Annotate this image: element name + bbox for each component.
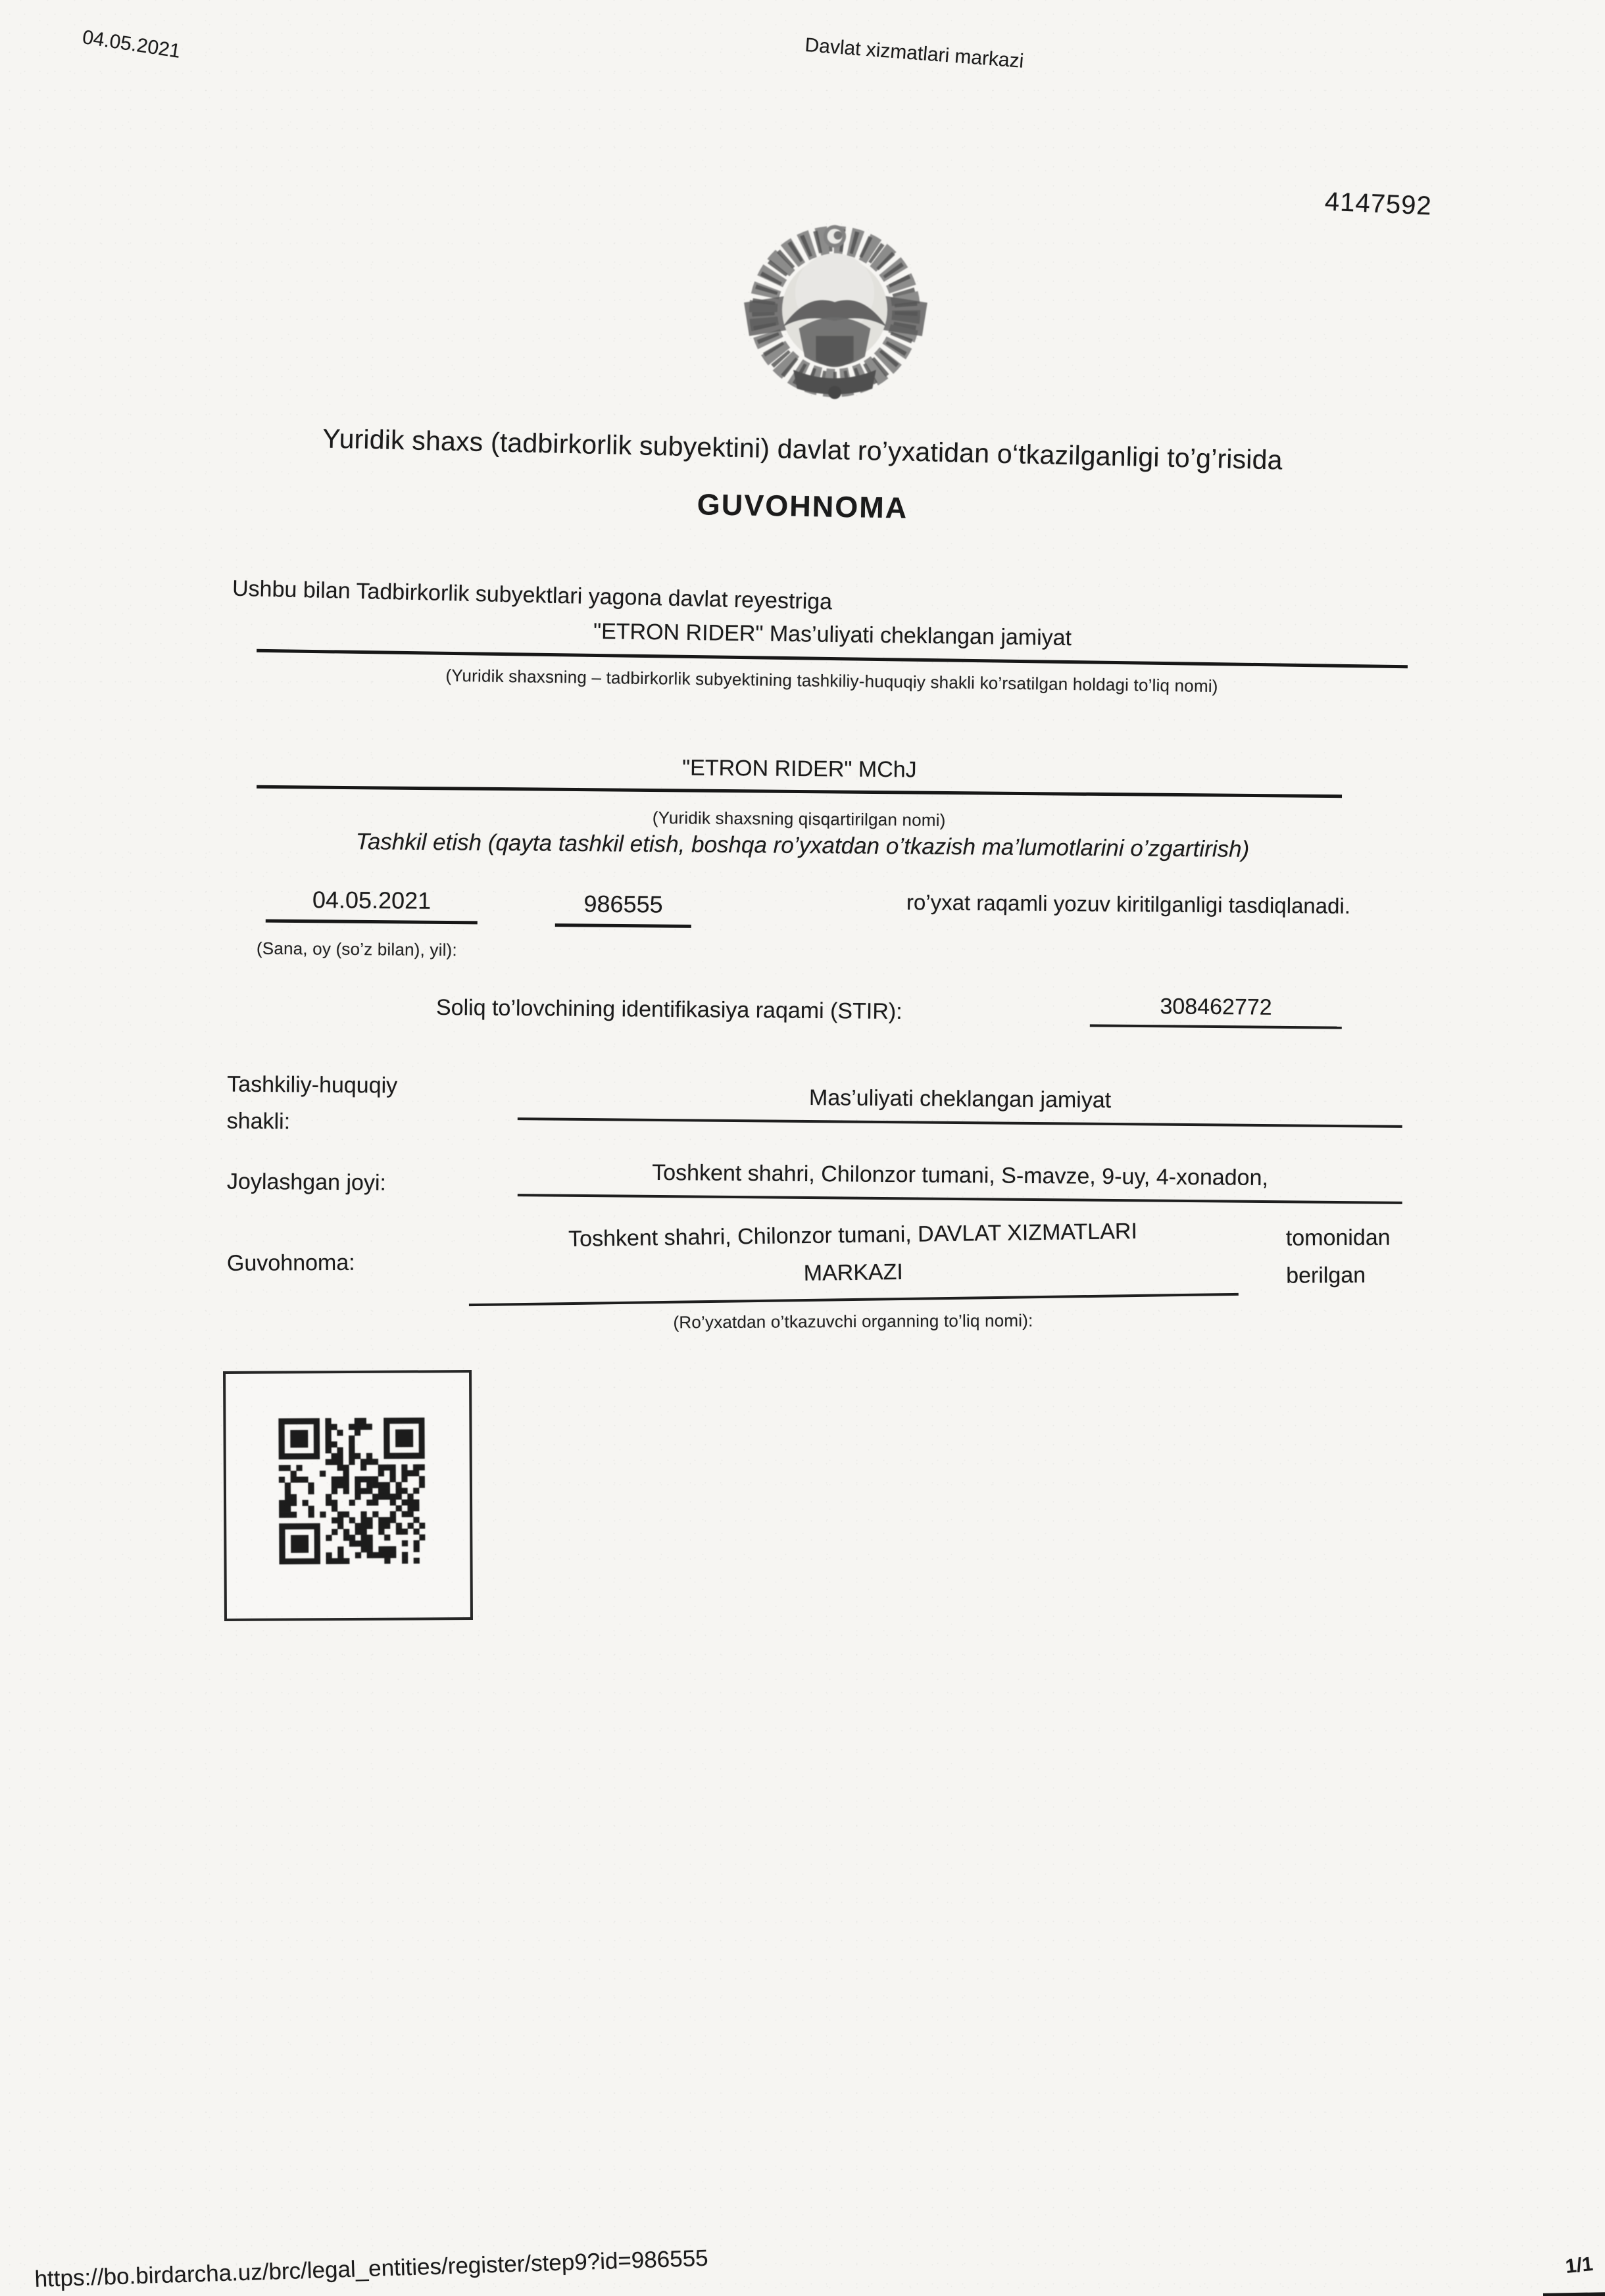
- registration-number-value: 986555: [583, 890, 663, 918]
- tax-id-value: 308462772: [1160, 994, 1272, 1020]
- registration-date-caption: (Sana, oy (so’z bilan), yil):: [256, 938, 458, 960]
- short-name-caption: (Yuridik shaxsning qisqartirilgan nomi): [652, 808, 946, 830]
- footer-url: https://bo.birdarcha.uz/brc/legal_entities/register/step9?id=986555: [34, 2245, 709, 2292]
- certificate-suffix: tomonidan berilgan: [1285, 1225, 1391, 1288]
- registration-number-field: [555, 890, 691, 928]
- address-label: Joylashgan joyi:: [226, 1169, 387, 1196]
- uzbekistan-emblem-icon: [741, 212, 929, 404]
- address-value: Toshkent shahri, Chilonzor tumani, S-mavze, 9-uy, 4-xonadon,: [652, 1160, 1269, 1191]
- scan-date-header: 04.05.2021: [81, 26, 182, 62]
- page-number: 1/1: [1564, 2253, 1594, 2278]
- tax-id-label: Soliq to’lovchining identifikasiya raqami (STIR):: [435, 994, 902, 1025]
- legal-form-label: Tashkiliy-huquqiy shakli:: [226, 1071, 398, 1135]
- field-full-name: [256, 614, 1408, 708]
- tax-id-field: [1090, 993, 1342, 1029]
- registration-date-value: 04.05.2021: [312, 886, 432, 914]
- field-short-name: [256, 752, 1342, 842]
- qr-code-box: [223, 1370, 473, 1621]
- registration-confirm-text: ro’yxat raqamli yozuv kiritilganligi tasdiqlanadi.: [906, 890, 1351, 918]
- legal-form-field: [518, 1083, 1402, 1128]
- action-description: Tashkil etish (qayta tashkil etish, boshqa ro’yxatdan o’tkazish ma’lumotlarini o’zgartirish): [355, 829, 1250, 862]
- legal-form-value: Mas’uliyati cheklangan jamiyat: [808, 1085, 1112, 1113]
- scan-edge-artifact: [1543, 2292, 1605, 2296]
- certificate-field: [468, 1211, 1239, 1306]
- certificate-label: Guvohnoma:: [226, 1250, 355, 1276]
- full-name-caption: (Yuridik shaxsning – tadbirkorlik subyektining tashkiliy-huquqiy shakli ko’rsatilgan holdagi to’liq nomi): [445, 665, 1218, 696]
- short-name-value: "ETRON RIDER" MChJ: [257, 752, 1342, 798]
- certificate-caption: (Ro’yxatdan o’tkazuvchi organning to’liq nomi):: [673, 1310, 1033, 1332]
- document-number: 4147592: [1324, 187, 1433, 221]
- service-center-header: Davlat xizmatlari markazi: [804, 34, 1025, 72]
- registration-date-field: [266, 886, 478, 925]
- intro-text: Ushbu bilan Tadbirkorlik subyektlari yagona davlat reyestriga: [232, 575, 833, 615]
- document-title: Yuridik shaxs (tadbirkorlik subyektini) davlat ro’yxatidan o‘tkazilganligi to’g’risida: [322, 423, 1283, 476]
- document-subtitle: GUVOHNOMA: [697, 487, 908, 525]
- full-name-value: "ETRON RIDER" Mas’uliyati cheklangan jamiyat: [257, 614, 1408, 668]
- certificate-value: Toshkent shahri, Chilonzor tumani, DAVLAT XIZMATLARI MARKAZI: [568, 1218, 1138, 1286]
- qr-code: [278, 1417, 425, 1564]
- address-field: [518, 1159, 1402, 1204]
